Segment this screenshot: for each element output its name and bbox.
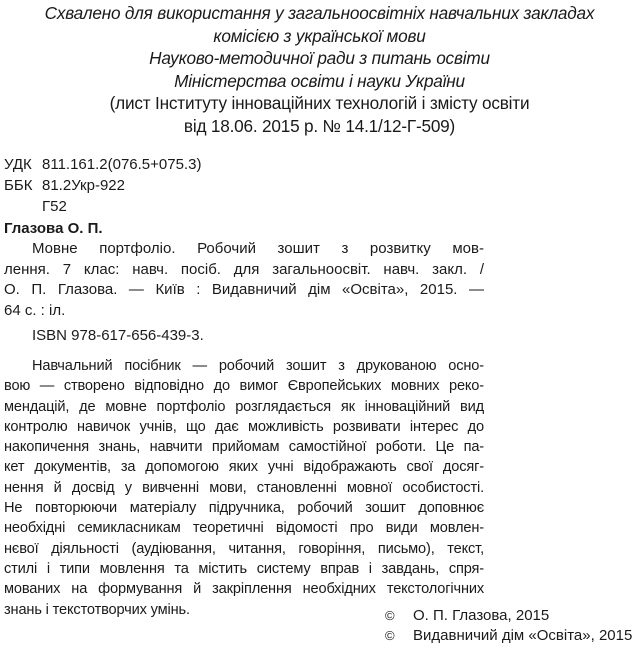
biblio-line: О. П. Глазова. — Київ : Видавничий дім «Освіта», 2015. — [4, 281, 484, 298]
abstract-line: знань і текстотворчих умінь. [4, 601, 190, 618]
abstract-line: нення й досвід у вивченні мови, становленні мовної особистості. [4, 479, 484, 496]
udk-label: УДК [4, 156, 32, 173]
biblio-line: лення. 7 клас: навч. посіб. для загальноосвіт. навч. закл. / [4, 260, 484, 278]
approval-letter-line: (лист Інституту інноваційних технологій і змісту освіти [109, 93, 530, 113]
bbk-value: 81.2Укр-922 [42, 177, 125, 194]
copyright-icon: © [385, 608, 395, 623]
approval-notice [0, 2, 639, 137]
abstract-line: нєвої діяльності (аудіювання, читання, говоріння, письмо), текст, [4, 540, 484, 557]
classification-codes [4, 154, 201, 217]
copyright-holder: Видавничий дім «Освіта», 2015 [413, 627, 633, 644]
abstract-line: накопичення знань, навчити прийомам самостійної роботи. Це па- [4, 439, 484, 456]
abstract-line: контролю навичок учнів, що дає можливість розвивати інтерес до [4, 418, 484, 435]
bbk-row [4, 175, 201, 196]
approval-line: Схвалено для використання у загальноосвітніх навчальних закладах [44, 3, 595, 23]
abstract-line: Навчальний посібник — робочий зошит з друкованою осно- [32, 358, 484, 374]
approval-letter-line: від 18.06. 2015 р. № 14.1/12-Г-509) [183, 115, 456, 136]
abstract-line: вою — створено відповідно до вимог Європейських мовних реко- [4, 378, 484, 395]
abstract-line: мованих на формування й закріплення необхідних текстологічних [4, 581, 484, 598]
abstract [4, 356, 484, 620]
udk-row [4, 154, 201, 175]
udk-value: 811.161.2(076.5+075.3) [42, 156, 202, 173]
bbk-label: ББК [4, 177, 33, 194]
biblio-line: 64 с. : іл. [4, 301, 66, 319]
abstract-line: стилі і типи мовлення та містить систему вправ і завдань, спря- [4, 560, 484, 577]
abstract-line: Не повторюючи матеріалу підручника, робочий зошит доповнює [4, 500, 484, 517]
author-heading: Глазова О. П. [4, 220, 103, 237]
copyright-holder: О. П. Глазова, 2015 [413, 607, 550, 624]
abstract-line: мендацій, де мовне портфоліо розглядається як інноваційний вид [4, 398, 484, 415]
copyright-entry [385, 606, 632, 626]
approval-line: Міністерства освіти і науки України [174, 70, 465, 91]
copyright-icon: © [385, 628, 395, 643]
bibliographic-description [4, 239, 484, 321]
isbn: ISBN 978-617-656-439-3. [32, 327, 204, 344]
author-mark-row [4, 196, 201, 217]
abstract-line: необхідні семикласникам теоретичні відомості про види мовлен- [4, 520, 484, 537]
approval-line: комісією з української мови [213, 25, 426, 46]
copyright-entry [385, 626, 632, 646]
biblio-line: Мовне портфоліо. Робочий зошит з розвитку мов- [32, 240, 484, 257]
approval-line: Науково-методичної ради з питань освіти [149, 48, 490, 68]
author-mark: Г52 [42, 198, 67, 215]
copyright-block [385, 606, 632, 646]
abstract-line: кет документів, за допомогою яких учні відображають свої досяг- [4, 459, 484, 476]
